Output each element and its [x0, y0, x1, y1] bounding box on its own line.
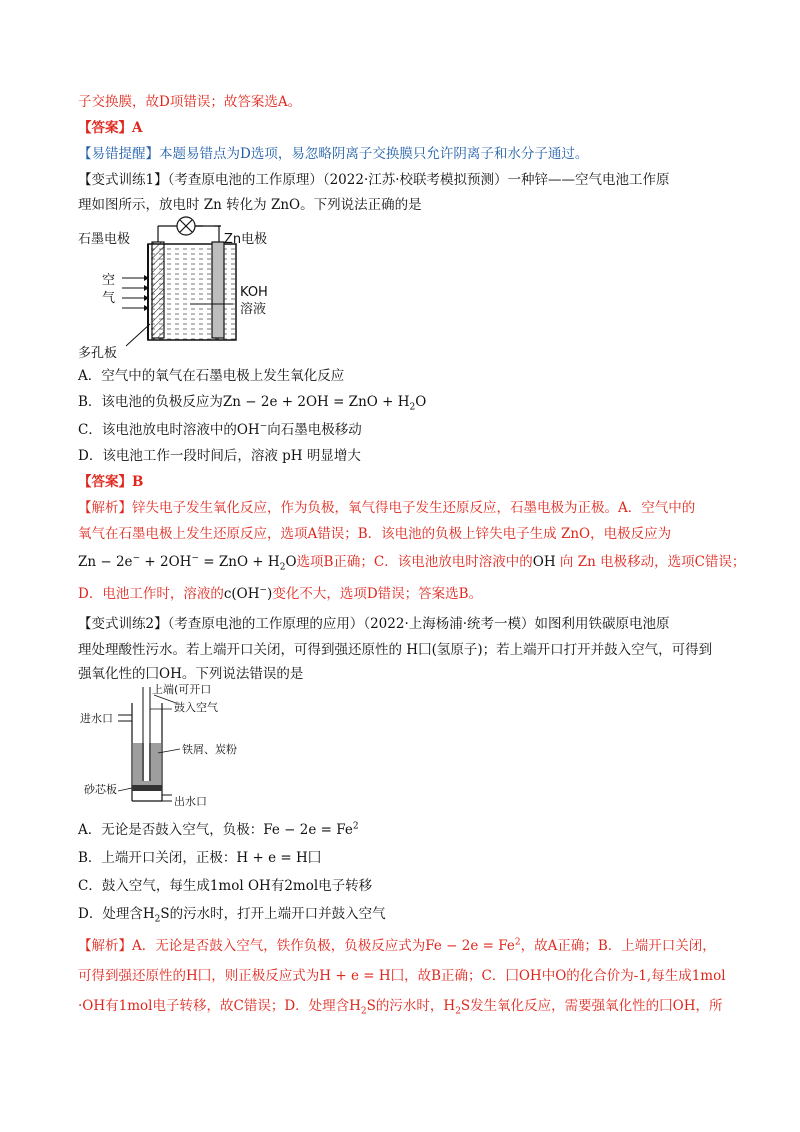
water-inlet-label: 进水口 — [80, 712, 113, 725]
superscript: − — [132, 553, 141, 564]
exercise-1-title: 【变式训练1】（考查原电池的工作原理）（2022·江苏·校联考模拟预测）一种锌——空气电池工作原 — [78, 172, 670, 188]
analysis-text: 选项B正确；C．该电池放电时溶液中的 — [296, 554, 533, 570]
porous-plate-label: 多孔板 — [78, 346, 118, 361]
answer-label: 【答案】A — [78, 120, 143, 136]
option-text: 有 — [270, 878, 285, 894]
subscript: 2 — [409, 402, 416, 413]
option-text: A．无论是否鼓入空气，负极： — [78, 822, 264, 838]
koh-label: KOH — [240, 285, 268, 300]
graphite-electrode-label: 石墨电极 — [78, 232, 131, 247]
equation: 1mol OH — [209, 878, 271, 894]
analysis-text: ，故B正确；C．⼞OH中O的化合价为-1,每生成 — [404, 968, 692, 984]
error-hint: 【易错提醒】本题易错点为D选项，易忽略阴离子交换膜只允许阴离子和水分子通过。 — [78, 146, 589, 162]
analysis-text: 向 Zn 电极移动，选项C错误； — [559, 554, 746, 570]
equation: O — [285, 554, 297, 570]
filings-label: 铁屑、炭粉 — [182, 743, 237, 756]
equation: Zn − 2e — [78, 554, 133, 570]
equation: = ZnO + H — [198, 554, 280, 570]
subscript: 2 — [279, 562, 286, 573]
equation: S — [160, 906, 170, 922]
analysis-text: 【解析】A．无论是否鼓入空气，铁作负极，负极反应式为 — [78, 938, 426, 954]
equation: 2mol — [284, 878, 319, 894]
option-2a — [78, 820, 359, 840]
equation: c — [223, 586, 232, 602]
equation: 1mol — [118, 998, 153, 1014]
option-text: C．该电池放电时溶液中的 — [78, 422, 237, 438]
exercise-2-text: 理处理酸性污水。若上端开口关闭，可得到强还原性的 H⼞(氢原子)；若上端开口打开并鼓入空气，可得到 — [78, 642, 713, 658]
subscript: 2 — [360, 1006, 367, 1017]
equation: ·OH — [78, 998, 106, 1014]
zinc-air-battery-diagram — [78, 212, 338, 362]
equation: Fe − 2e = Fe — [263, 822, 353, 838]
analysis-text: 有 — [105, 998, 119, 1014]
option-text: D．处理含 — [78, 906, 143, 922]
analysis-line — [78, 584, 482, 604]
option-1d: D．该电池工作一段时间后，溶液 pH 明显增大 — [78, 448, 361, 464]
water-outlet-label: 出水口 — [174, 795, 207, 808]
exercise-2-title: 【变式训练2】（考查原电池的工作原理的应用）（2022·上海杨浦·统考一模）如图利用铁碳原电池原 — [78, 616, 670, 632]
sand-plate-label: 砂芯板 — [84, 783, 117, 796]
analysis-line — [78, 996, 723, 1016]
air-label-2: 气 — [102, 291, 116, 306]
analysis-line: 氧气在石墨电极上发生还原反应，选项A错误；B．该电池的负极上锌失电子生成 ZnO，电极反应为 — [78, 526, 672, 542]
option-text: 的污水时，打开上端开口并鼓入空气 — [169, 906, 386, 922]
air-inlet-label: 鼓入空气 — [174, 701, 218, 714]
equation: H — [349, 998, 361, 1014]
option-1b — [78, 392, 426, 412]
equation: Fe − 2e = Fe — [425, 938, 515, 954]
air-label-1: 空 — [102, 273, 116, 288]
top-opening-label: 上端(可开口 — [152, 683, 212, 696]
option-text: B．该电池的负极反应为 — [78, 394, 223, 410]
analysis-text: D．电池工作时，溶液的 — [78, 586, 224, 602]
zn-electrode-label: Zn电极 — [224, 232, 268, 247]
option-2b — [78, 848, 321, 868]
analysis-text: ，故A正确；B．上端开口关闭， — [520, 938, 716, 954]
option-text: B．上端开口关闭，正极： — [78, 850, 237, 866]
option-1a: A．空气中的氧气在石墨电极上发生氧化反应 — [78, 368, 345, 384]
equation: O — [415, 394, 427, 410]
analysis-line — [78, 966, 726, 986]
equation: H + e = H⼞ — [319, 968, 405, 984]
analysis-line: 【解析】锌失电子发生氧化反应，作为负极，氧气得电子发生还原反应，石墨电极为正极。A．空气中的 — [78, 500, 696, 516]
subscript: 2 — [455, 1006, 461, 1017]
text-line: 子交换膜，故D项错误；故答案选A。 — [78, 94, 302, 110]
option-text: C．鼓入空气，每生成 — [78, 878, 210, 894]
option-2c — [78, 876, 372, 896]
equation: S — [460, 998, 471, 1014]
option-2d — [78, 904, 386, 924]
ion: OH — [532, 554, 556, 570]
analysis-text: 发生氧化反应，需要强氧化性的⼞OH，所 — [470, 998, 723, 1014]
equation: 1mol — [691, 968, 726, 984]
option-text: 向石墨电极移动 — [267, 422, 362, 438]
analysis-text: 电子转移，故C错误；D．处理含 — [152, 998, 350, 1014]
equation: H — [443, 998, 456, 1014]
exercise-1-text: 理如图所示，放电时 Zn 转化为 ZnO。下列说法正确的是 — [78, 197, 422, 213]
equation: ) — [267, 586, 273, 602]
iron-carbon-cell-diagram — [80, 683, 310, 813]
superscript: − — [259, 421, 268, 432]
equation: S — [366, 998, 376, 1014]
analysis-equation-line — [78, 552, 745, 572]
exercise-2-text: 强氧化性的⼞OH。下列说法错误的是 — [78, 666, 304, 682]
equation: + 2OH — [140, 554, 192, 570]
equation: Zn − 2e + 2OH = ZnO + H — [222, 394, 410, 410]
ion: (OH — [231, 586, 260, 602]
solution-label: 溶液 — [240, 302, 267, 317]
analysis-line — [78, 936, 716, 956]
analysis-text: 的污水时， — [375, 998, 444, 1014]
equation: H — [142, 906, 155, 922]
equation: H + e = H⼞ — [236, 850, 322, 866]
superscript: − — [191, 553, 199, 564]
superscript: − — [259, 585, 268, 596]
analysis-text: 变化不大，选项D错误；答案选B。 — [272, 586, 483, 602]
answer-label: 【答案】B — [78, 474, 144, 490]
ion: OH — [236, 422, 260, 438]
option-1c — [78, 420, 362, 440]
analysis-text: 可得到强还原性的H⼞，则正极反应式为 — [78, 968, 320, 984]
subscript: 2 — [154, 914, 161, 925]
superscript: 2 — [514, 937, 521, 948]
superscript: 2 — [352, 821, 359, 832]
option-text: 电子转移 — [318, 878, 373, 894]
